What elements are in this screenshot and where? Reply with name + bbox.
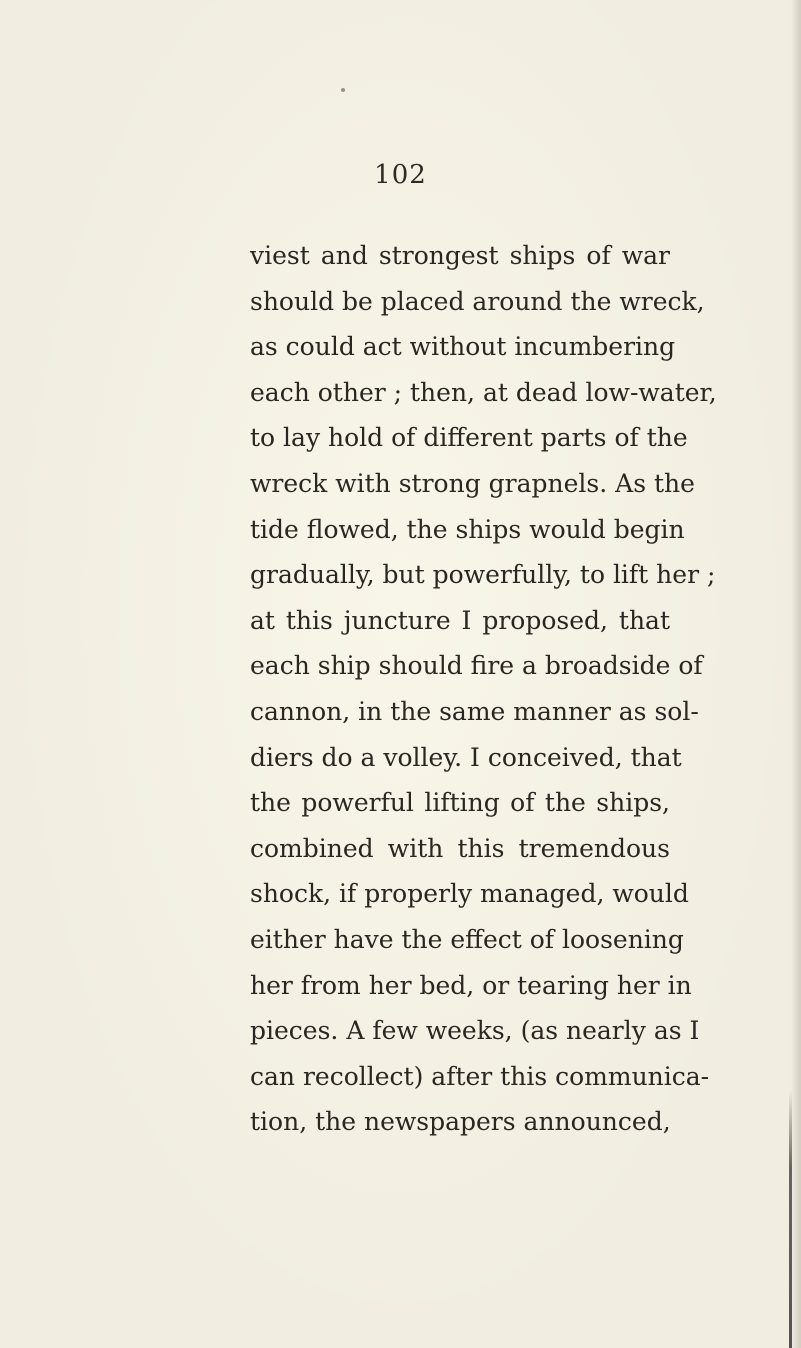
- text-line: cannon, in the same manner as sol-: [250, 696, 699, 726]
- text-line: tion, the newspapers announced,: [250, 1107, 671, 1137]
- text-line: should be placed around the wreck,: [250, 286, 705, 316]
- text-line: pieces. A few weeks, (as nearly as I: [250, 1016, 700, 1046]
- text-line: her from her bed, or tearing her in: [250, 970, 692, 1000]
- ink-speck: [341, 88, 345, 92]
- text-line: to lay hold of different parts of the: [250, 423, 688, 453]
- text-line: each other ; then, at dead low-water,: [250, 377, 717, 407]
- text-line: wreck with strong grapnels. As the: [250, 468, 695, 498]
- text-line: the powerful lifting of the ships,: [250, 788, 670, 818]
- text-line: either have the effect of loosening: [250, 924, 684, 954]
- text-line: as could act without incumbering: [250, 332, 676, 362]
- page-number: 102: [374, 160, 427, 190]
- page-edge-line: [789, 1090, 792, 1348]
- text-line: shock, if properly managed, would: [250, 879, 689, 909]
- text-line: tide flowed, the ships would begin: [250, 514, 685, 544]
- page-edge-shadow: [791, 0, 801, 1348]
- text-line: each ship should fire a broadside of: [250, 651, 703, 681]
- text-line: viest and strongest ships of war: [250, 241, 670, 270]
- text-line: can recollect) after this communica-: [250, 1061, 710, 1091]
- text-line: diers do a volley. I conceived, that: [250, 742, 682, 772]
- text-line: combined with this tremendous: [250, 833, 670, 863]
- body-text: [250, 233, 717, 1145]
- text-line: at this juncture I proposed, that: [250, 605, 670, 635]
- text-line: gradually, but powerfully, to lift her ;: [250, 560, 716, 590]
